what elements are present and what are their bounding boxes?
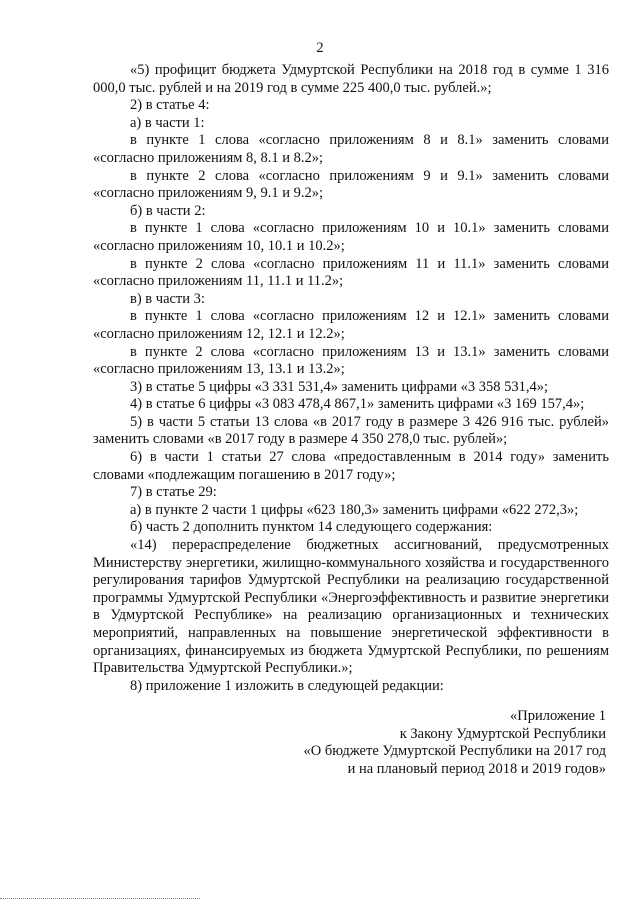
paragraph: б) часть 2 дополнить пунктом 14 следующего содержания: bbox=[130, 519, 493, 536]
paragraph: в пункте 2 слова «согласно приложениям 11 и 11.1» заменить словами «согласно приложениям 11, 11.1 и 11.2»; bbox=[93, 255, 609, 290]
paragraph: в пункте 2 слова «согласно приложениям 13 и 13.1» заменить словами «согласно приложениям 13, 13.1 и 13.2»; bbox=[93, 343, 609, 378]
paragraph: 7) в статье 29: bbox=[130, 484, 217, 501]
paragraph: 5) в части 5 статьи 13 слова «в 2017 году в размере 3 426 916 тыс. рублей» заменить словами «в 2017 году в размере 4 350 278,0 тыс. рублей»; bbox=[93, 413, 609, 448]
page-number: 2 bbox=[316, 40, 324, 56]
paragraph: «14) перераспределение бюджетных ассигнований, предусмотренных Министерству энергетики, жилищно-коммунального хозяйства и государственного регулирования тарифов Удмуртской Республики на реализацию государственной программы Удмуртской Республики «Энергоэффективность и развитие энергетики в Удмуртской Республике» на реализацию организационных и технических мероприятий, направленных на повышение энергетической эффективности в организациях, финансируемых из бюджета Удмуртской Республики, по решениям Правительства Удмуртской Республики.»; bbox=[93, 537, 609, 677]
paragraph: 2) в статье 4: bbox=[130, 97, 210, 114]
paragraph: а) в пункте 2 части 1 цифры «623 180,3» заменить цифрами «622 272,3»; bbox=[130, 501, 579, 518]
paragraph: в пункте 2 слова «согласно приложениям 9 и 9.1» заменить словами «согласно приложениям 9, 9.1 и 9.2»; bbox=[93, 167, 609, 202]
footer-scan-mark bbox=[0, 898, 200, 903]
appendix-header bbox=[250, 708, 606, 778]
paragraph: 8) приложение 1 изложить в следующей редакции: bbox=[130, 677, 444, 694]
paragraph: 6) в части 1 статьи 27 слова «предоставленным в 2014 году» заменить словами «подлежащим погашению в 2017 году»; bbox=[93, 449, 609, 483]
paragraph: в пункте 1 слова «согласно приложениям 10 и 10.1» заменить словами «согласно приложениям 10, 10.1 и 10.2»; bbox=[93, 220, 609, 254]
paragraph: в) в части 3: bbox=[130, 290, 205, 307]
paragraph: в пункте 1 слова «согласно приложениям 8 и 8.1» заменить словами «согласно приложениям 8, 8.1 и 8.2»; bbox=[93, 132, 609, 166]
paragraph: в пункте 1 слова «согласно приложениям 12 и 12.1» заменить словами «согласно приложениям 12, 12.1 и 12.2»; bbox=[93, 308, 609, 342]
document-body bbox=[93, 62, 609, 695]
appendix-law-title-cont: и на плановый период 2018 и 2019 годов» bbox=[347, 760, 606, 777]
paragraph: 3) в статье 5 цифры «3 331 531,4» заменить цифрами «3 358 531,4»; bbox=[130, 378, 549, 395]
paragraph: а) в части 1: bbox=[130, 114, 205, 131]
paragraph: 4) в статье 6 цифры «3 083 478,4 867,1» заменить цифрами «3 169 157,4»; bbox=[130, 396, 585, 413]
paragraph: «5) профицит бюджета Удмуртской Республики на 2018 год в сумме 1 316 000,0 тыс. рублей и на 2019 год в сумме 225 400,0 тыс. рублей.»; bbox=[93, 62, 609, 96]
appendix-law-title: «О бюджете Удмуртской Республики на 2017 год bbox=[303, 743, 606, 760]
appendix-law-ref: к Закону Удмуртской Республики bbox=[399, 725, 606, 742]
paragraph: б) в части 2: bbox=[130, 202, 206, 219]
appendix-title: «Приложение 1 bbox=[510, 708, 606, 724]
